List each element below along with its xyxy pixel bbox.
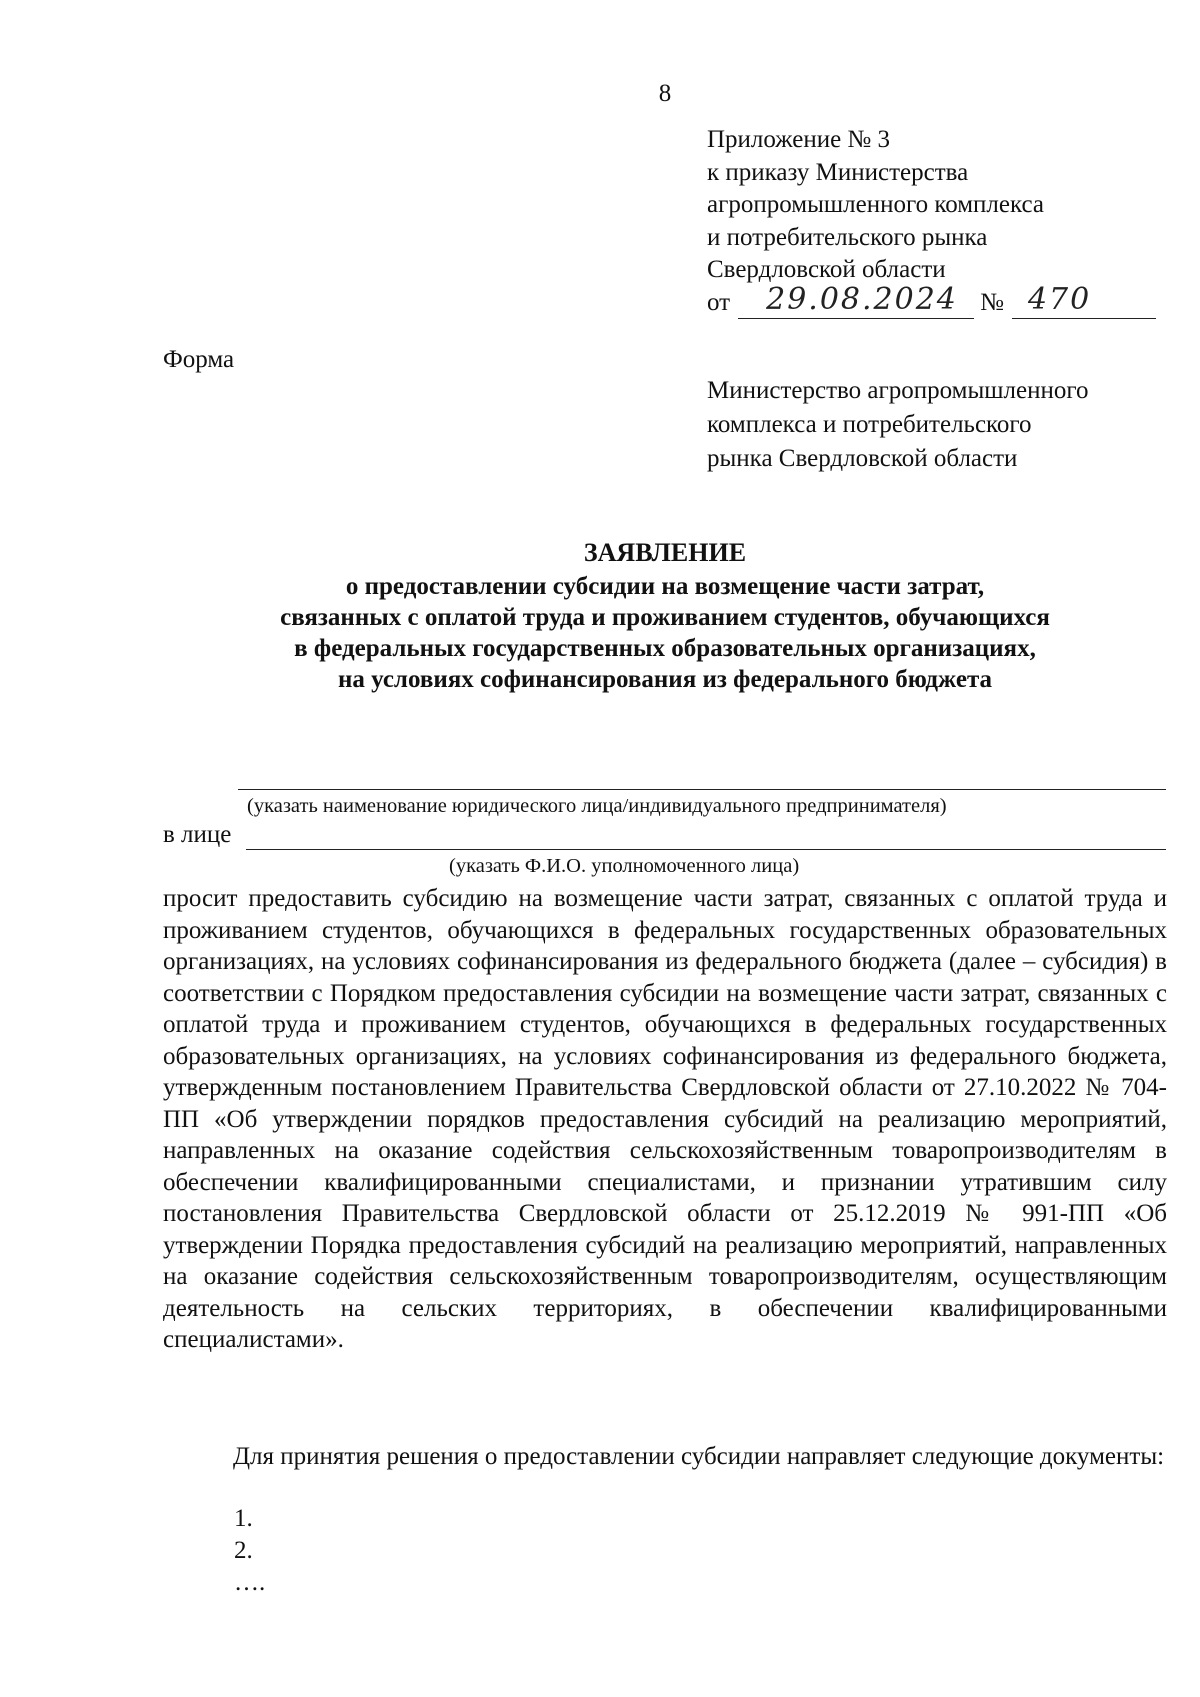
person-name-hint: (указать Ф.И.О. уполномоченного лица): [449, 855, 800, 877]
appendix-line: к приказу Министерства: [707, 158, 969, 186]
appendix-line: и потребительского рынка: [707, 223, 988, 251]
form-label: Форма: [163, 346, 235, 373]
body-paragraph-2: Для принятия решения о предоставлении субсидии направляет следующие документы:: [233, 1443, 1165, 1470]
title-subline: о предоставлении субсидии на возмещение части затрат,: [345, 573, 985, 600]
org-name-hint: (указать наименование юридического лица/индивидуального предпринимателя): [247, 795, 947, 817]
list-item: ….: [234, 1569, 266, 1596]
appendix-line: Свердловской области: [707, 256, 946, 283]
org-name-blank-line[interactable]: [238, 789, 1166, 790]
order-number-field: [1012, 281, 1156, 319]
person-name-blank-line[interactable]: [246, 849, 1166, 850]
document-title: [160, 537, 1170, 695]
title-main: ЗАЯВЛЕНИЕ: [583, 538, 747, 567]
addressee-block: [707, 374, 1088, 476]
addressee-line: рынка Свердловской области: [707, 445, 1018, 472]
addressee-line: комплекса и потребительского: [707, 411, 1032, 438]
documents-list: [234, 1503, 265, 1599]
body-paragraph-1: просит предоставить субсидию на возмещение части затрат, связанных с оплатой труда и проживанием студентов, обучающихся в федеральных государственных образовательных организациях, на условиях софинансирования из федерального бюджета (далее – субсидия) в соответствии с Порядком предоставления субсидии на возмещение части затрат, связанных с оплатой труда и проживанием студентов, обучающихся в федеральных государственных образовательных организациях, на условиях софинансирования из федерального бюджета, утвержденным постановлением Правительства Свердловской области от 27.10.2022 № 704-ПП «Об утверждении порядков предоставления субсидий на реализацию мероприятий, направленных на оказание содействия сельскохозяйственным товаропроизводителям в обеспечении квалифицированными специалистами, и признании утратившим силу постановления Правительства Свердловской области от 25.12.2019 № 991-ПП «Об утверждении Порядка предоставления субсидий на реализацию мероприятий, направленных на оказание содействия сельскохозяйственным товаропроизводителям, осуществляющим деятельность на сельских территориях, в обеспечении квалифицированными специалистами».: [163, 885, 1167, 1353]
order-date-field: [738, 281, 974, 319]
date-prefix: от: [707, 288, 731, 316]
page-number: 8: [658, 80, 672, 107]
title-subline: в федеральных государственных образовательных организациях,: [294, 635, 1036, 662]
list-item: 2.: [234, 1537, 253, 1564]
number-sign: №: [980, 288, 1004, 316]
appendix-line: агропромышленного комплекса: [707, 191, 1045, 218]
appendix-block: [707, 124, 1162, 319]
appendix-line: Приложение № 3: [707, 126, 891, 153]
handwritten-number: 470: [1027, 281, 1092, 317]
addressee-line: Министерство агропромышленного: [707, 377, 1089, 404]
person-label: в лице: [163, 821, 232, 848]
title-subline: связанных с оплатой труда и проживанием студентов, обучающихся: [280, 604, 1050, 631]
title-subline: на условиях софинансирования из федерального бюджета: [337, 666, 993, 693]
order-date-number-line: [707, 281, 1162, 320]
handwritten-date: 29.08.2024: [766, 281, 958, 317]
list-item: 1.: [234, 1505, 253, 1532]
